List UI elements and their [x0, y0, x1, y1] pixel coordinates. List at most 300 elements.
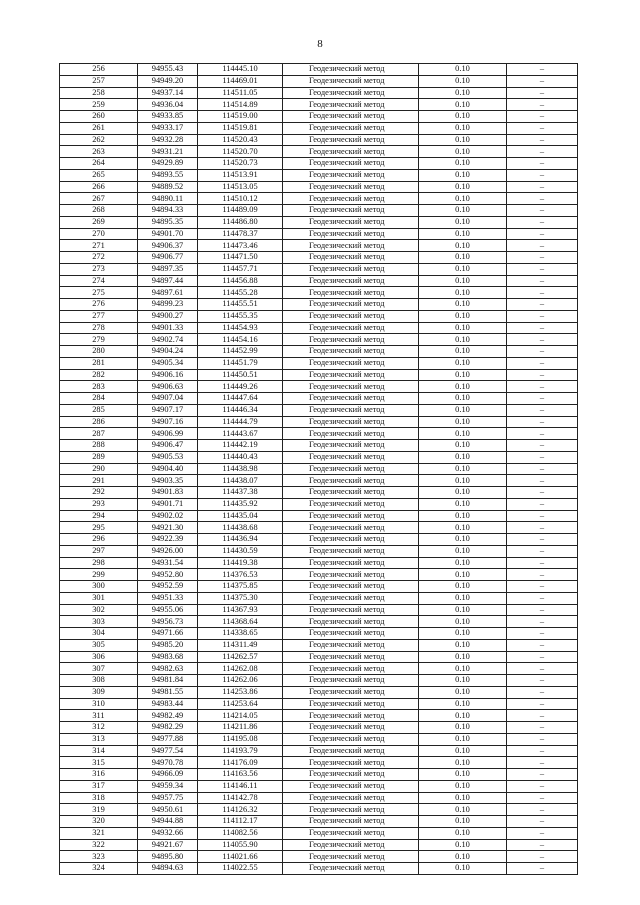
method-cell: Геодезический метод: [283, 181, 419, 193]
table-row: [60, 299, 578, 311]
x-coordinate-cell: 94952.80: [138, 569, 198, 581]
method-cell: Геодезический метод: [283, 557, 419, 569]
description-cell: –: [507, 134, 578, 146]
method-cell: Геодезический метод: [283, 686, 419, 698]
precision-cell: 0.10: [419, 780, 507, 792]
method-cell: Геодезический метод: [283, 228, 419, 240]
table-row: [60, 569, 578, 581]
method-cell: Геодезический метод: [283, 569, 419, 581]
precision-cell: 0.10: [419, 557, 507, 569]
method-cell: Геодезический метод: [283, 722, 419, 734]
description-cell: –: [507, 616, 578, 628]
x-coordinate-cell: 94907.16: [138, 416, 198, 428]
method-cell: Геодезический метод: [283, 404, 419, 416]
x-coordinate-cell: 94949.20: [138, 75, 198, 87]
method-cell: Геодезический метод: [283, 816, 419, 828]
x-coordinate-cell: 94933.85: [138, 111, 198, 123]
point-number-cell: 264: [60, 158, 138, 170]
description-cell: –: [507, 99, 578, 111]
y-coordinate-cell: 114452.99: [198, 346, 283, 358]
precision-cell: 0.10: [419, 181, 507, 193]
precision-cell: 0.10: [419, 451, 507, 463]
description-cell: –: [507, 169, 578, 181]
method-cell: Геодезический метод: [283, 851, 419, 863]
y-coordinate-cell: 114055.90: [198, 839, 283, 851]
method-cell: Геодезический метод: [283, 663, 419, 675]
x-coordinate-cell: 94982.49: [138, 710, 198, 722]
table-row: [60, 592, 578, 604]
method-cell: Геодезический метод: [283, 216, 419, 228]
table-row: [60, 205, 578, 217]
y-coordinate-cell: 114514.89: [198, 99, 283, 111]
y-coordinate-cell: 114112.17: [198, 816, 283, 828]
y-coordinate-cell: 114443.67: [198, 428, 283, 440]
precision-cell: 0.10: [419, 240, 507, 252]
y-coordinate-cell: 114021.66: [198, 851, 283, 863]
precision-cell: 0.10: [419, 263, 507, 275]
y-coordinate-cell: 114195.08: [198, 733, 283, 745]
point-number-cell: 283: [60, 381, 138, 393]
table-row: [60, 134, 578, 146]
table-row: [60, 816, 578, 828]
table-row: [60, 780, 578, 792]
description-cell: –: [507, 733, 578, 745]
point-number-cell: 274: [60, 275, 138, 287]
y-coordinate-cell: 114176.09: [198, 757, 283, 769]
method-cell: Геодезический метод: [283, 827, 419, 839]
method-cell: Геодезический метод: [283, 205, 419, 217]
y-coordinate-cell: 114214.05: [198, 710, 283, 722]
description-cell: –: [507, 839, 578, 851]
point-number-cell: 312: [60, 722, 138, 734]
precision-cell: 0.10: [419, 205, 507, 217]
method-cell: Геодезический метод: [283, 710, 419, 722]
table-row: [60, 827, 578, 839]
precision-cell: 0.10: [419, 604, 507, 616]
method-cell: Геодезический метод: [283, 463, 419, 475]
precision-cell: 0.10: [419, 592, 507, 604]
precision-cell: 0.10: [419, 675, 507, 687]
precision-cell: 0.10: [419, 569, 507, 581]
y-coordinate-cell: 114511.05: [198, 87, 283, 99]
precision-cell: 0.10: [419, 863, 507, 875]
table-row: [60, 534, 578, 546]
method-cell: Геодезический метод: [283, 451, 419, 463]
y-coordinate-cell: 114513.91: [198, 169, 283, 181]
table-row: [60, 263, 578, 275]
method-cell: Геодезический метод: [283, 863, 419, 875]
x-coordinate-cell: 94894.63: [138, 863, 198, 875]
table-row: [60, 252, 578, 264]
precision-cell: 0.10: [419, 369, 507, 381]
x-coordinate-cell: 94889.52: [138, 181, 198, 193]
precision-cell: 0.10: [419, 404, 507, 416]
description-cell: –: [507, 475, 578, 487]
precision-cell: 0.10: [419, 510, 507, 522]
table-row: [60, 604, 578, 616]
x-coordinate-cell: 94899.23: [138, 299, 198, 311]
method-cell: Геодезический метод: [283, 169, 419, 181]
precision-cell: 0.10: [419, 581, 507, 593]
x-coordinate-cell: 94944.88: [138, 816, 198, 828]
method-cell: Геодезический метод: [283, 675, 419, 687]
precision-cell: 0.10: [419, 769, 507, 781]
description-cell: –: [507, 146, 578, 158]
method-cell: Геодезический метод: [283, 111, 419, 123]
x-coordinate-cell: 94904.40: [138, 463, 198, 475]
description-cell: –: [507, 851, 578, 863]
point-number-cell: 300: [60, 581, 138, 593]
description-cell: –: [507, 334, 578, 346]
method-cell: Геодезический метод: [283, 240, 419, 252]
method-cell: Геодезический метод: [283, 64, 419, 76]
point-number-cell: 299: [60, 569, 138, 581]
point-number-cell: 261: [60, 122, 138, 134]
y-coordinate-cell: 114438.07: [198, 475, 283, 487]
description-cell: –: [507, 651, 578, 663]
table-row: [60, 158, 578, 170]
table-row: [60, 146, 578, 158]
point-number-cell: 297: [60, 545, 138, 557]
point-number-cell: 301: [60, 592, 138, 604]
table-row: [60, 475, 578, 487]
y-coordinate-cell: 114455.28: [198, 287, 283, 299]
y-coordinate-cell: 114430.59: [198, 545, 283, 557]
method-cell: Геодезический метод: [283, 769, 419, 781]
description-cell: –: [507, 686, 578, 698]
x-coordinate-cell: 94906.77: [138, 252, 198, 264]
table-row: [60, 839, 578, 851]
precision-cell: 0.10: [419, 357, 507, 369]
y-coordinate-cell: 114442.19: [198, 440, 283, 452]
point-number-cell: 309: [60, 686, 138, 698]
table-row: [60, 64, 578, 76]
y-coordinate-cell: 114311.49: [198, 639, 283, 651]
y-coordinate-cell: 114510.12: [198, 193, 283, 205]
precision-cell: 0.10: [419, 146, 507, 158]
table-row: [60, 663, 578, 675]
point-number-cell: 256: [60, 64, 138, 76]
y-coordinate-cell: 114449.26: [198, 381, 283, 393]
method-cell: Геодезический метод: [283, 193, 419, 205]
point-number-cell: 284: [60, 393, 138, 405]
x-coordinate-cell: 94950.61: [138, 804, 198, 816]
description-cell: –: [507, 498, 578, 510]
description-cell: –: [507, 393, 578, 405]
precision-cell: 0.10: [419, 463, 507, 475]
method-cell: Геодезический метод: [283, 75, 419, 87]
x-coordinate-cell: 94895.80: [138, 851, 198, 863]
y-coordinate-cell: 114454.93: [198, 322, 283, 334]
method-cell: Геодезический метод: [283, 498, 419, 510]
description-cell: –: [507, 757, 578, 769]
precision-cell: 0.10: [419, 827, 507, 839]
y-coordinate-cell: 114253.64: [198, 698, 283, 710]
table-row: [60, 851, 578, 863]
point-number-cell: 295: [60, 522, 138, 534]
x-coordinate-cell: 94904.24: [138, 346, 198, 358]
point-number-cell: 280: [60, 346, 138, 358]
description-cell: –: [507, 111, 578, 123]
method-cell: Геодезический метод: [283, 780, 419, 792]
table-row: [60, 498, 578, 510]
method-cell: Геодезический метод: [283, 639, 419, 651]
description-cell: –: [507, 87, 578, 99]
precision-cell: 0.10: [419, 487, 507, 499]
y-coordinate-cell: 114146.11: [198, 780, 283, 792]
method-cell: Геодезический метод: [283, 299, 419, 311]
table-row: [60, 87, 578, 99]
x-coordinate-cell: 94921.30: [138, 522, 198, 534]
table-row: [60, 169, 578, 181]
point-number-cell: 318: [60, 792, 138, 804]
table-row: [60, 381, 578, 393]
y-coordinate-cell: 114193.79: [198, 745, 283, 757]
description-cell: –: [507, 122, 578, 134]
point-number-cell: 287: [60, 428, 138, 440]
y-coordinate-cell: 114519.81: [198, 122, 283, 134]
point-number-cell: 263: [60, 146, 138, 158]
y-coordinate-cell: 114455.35: [198, 310, 283, 322]
y-coordinate-cell: 114211.86: [198, 722, 283, 734]
method-cell: Геодезический метод: [283, 839, 419, 851]
x-coordinate-cell: 94906.37: [138, 240, 198, 252]
x-coordinate-cell: 94932.28: [138, 134, 198, 146]
description-cell: –: [507, 639, 578, 651]
y-coordinate-cell: 114486.80: [198, 216, 283, 228]
table-row: [60, 745, 578, 757]
y-coordinate-cell: 114126.32: [198, 804, 283, 816]
point-number-cell: 311: [60, 710, 138, 722]
x-coordinate-cell: 94966.09: [138, 769, 198, 781]
method-cell: Геодезический метод: [283, 792, 419, 804]
method-cell: Геодезический метод: [283, 440, 419, 452]
table-row: [60, 275, 578, 287]
method-cell: Геодезический метод: [283, 628, 419, 640]
table-row: [60, 193, 578, 205]
x-coordinate-cell: 94901.70: [138, 228, 198, 240]
method-cell: Геодезический метод: [283, 87, 419, 99]
y-coordinate-cell: 114435.04: [198, 510, 283, 522]
x-coordinate-cell: 94922.39: [138, 534, 198, 546]
point-number-cell: 307: [60, 663, 138, 675]
x-coordinate-cell: 94905.53: [138, 451, 198, 463]
description-cell: –: [507, 310, 578, 322]
precision-cell: 0.10: [419, 346, 507, 358]
point-number-cell: 294: [60, 510, 138, 522]
point-number-cell: 316: [60, 769, 138, 781]
precision-cell: 0.10: [419, 651, 507, 663]
description-cell: –: [507, 346, 578, 358]
point-number-cell: 259: [60, 99, 138, 111]
precision-cell: 0.10: [419, 158, 507, 170]
precision-cell: 0.10: [419, 169, 507, 181]
precision-cell: 0.10: [419, 498, 507, 510]
y-coordinate-cell: 114419.38: [198, 557, 283, 569]
point-number-cell: 268: [60, 205, 138, 217]
x-coordinate-cell: 94977.54: [138, 745, 198, 757]
point-number-cell: 257: [60, 75, 138, 87]
method-cell: Геодезический метод: [283, 745, 419, 757]
precision-cell: 0.10: [419, 87, 507, 99]
description-cell: –: [507, 675, 578, 687]
precision-cell: 0.10: [419, 393, 507, 405]
method-cell: Геодезический метод: [283, 522, 419, 534]
x-coordinate-cell: 94929.89: [138, 158, 198, 170]
description-cell: –: [507, 299, 578, 311]
table-row: [60, 122, 578, 134]
y-coordinate-cell: 114447.64: [198, 393, 283, 405]
precision-cell: 0.10: [419, 839, 507, 851]
description-cell: –: [507, 780, 578, 792]
description-cell: –: [507, 827, 578, 839]
x-coordinate-cell: 94983.68: [138, 651, 198, 663]
description-cell: –: [507, 663, 578, 675]
x-coordinate-cell: 94895.35: [138, 216, 198, 228]
precision-cell: 0.10: [419, 322, 507, 334]
table-row: [60, 416, 578, 428]
x-coordinate-cell: 94893.55: [138, 169, 198, 181]
table-row: [60, 639, 578, 651]
description-cell: –: [507, 545, 578, 557]
y-coordinate-cell: 114520.70: [198, 146, 283, 158]
x-coordinate-cell: 94902.74: [138, 334, 198, 346]
point-number-cell: 278: [60, 322, 138, 334]
x-coordinate-cell: 94907.04: [138, 393, 198, 405]
description-cell: –: [507, 581, 578, 593]
x-coordinate-cell: 94952.59: [138, 581, 198, 593]
precision-cell: 0.10: [419, 851, 507, 863]
precision-cell: 0.10: [419, 757, 507, 769]
y-coordinate-cell: 114022.55: [198, 863, 283, 875]
y-coordinate-cell: 114469.01: [198, 75, 283, 87]
precision-cell: 0.10: [419, 545, 507, 557]
precision-cell: 0.10: [419, 428, 507, 440]
description-cell: –: [507, 604, 578, 616]
point-number-cell: 314: [60, 745, 138, 757]
table-row: [60, 369, 578, 381]
x-coordinate-cell: 94900.27: [138, 310, 198, 322]
y-coordinate-cell: 114473.46: [198, 240, 283, 252]
precision-cell: 0.10: [419, 522, 507, 534]
description-cell: –: [507, 463, 578, 475]
point-number-cell: 320: [60, 816, 138, 828]
description-cell: –: [507, 428, 578, 440]
point-number-cell: 305: [60, 639, 138, 651]
method-cell: Геодезический метод: [283, 334, 419, 346]
point-number-cell: 275: [60, 287, 138, 299]
point-number-cell: 298: [60, 557, 138, 569]
precision-cell: 0.10: [419, 134, 507, 146]
description-cell: –: [507, 64, 578, 76]
x-coordinate-cell: 94901.71: [138, 498, 198, 510]
precision-cell: 0.10: [419, 75, 507, 87]
x-coordinate-cell: 94937.14: [138, 87, 198, 99]
point-number-cell: 260: [60, 111, 138, 123]
description-cell: –: [507, 698, 578, 710]
precision-cell: 0.10: [419, 381, 507, 393]
x-coordinate-cell: 94977.88: [138, 733, 198, 745]
point-number-cell: 282: [60, 369, 138, 381]
point-number-cell: 279: [60, 334, 138, 346]
precision-cell: 0.10: [419, 216, 507, 228]
method-cell: Геодезический метод: [283, 369, 419, 381]
method-cell: Геодезический метод: [283, 310, 419, 322]
description-cell: –: [507, 404, 578, 416]
method-cell: Геодезический метод: [283, 581, 419, 593]
y-coordinate-cell: 114455.51: [198, 299, 283, 311]
y-coordinate-cell: 114519.00: [198, 111, 283, 123]
precision-cell: 0.10: [419, 440, 507, 452]
point-number-cell: 293: [60, 498, 138, 510]
x-coordinate-cell: 94933.17: [138, 122, 198, 134]
coordinates-table: [59, 63, 578, 875]
description-cell: –: [507, 369, 578, 381]
precision-cell: 0.10: [419, 722, 507, 734]
x-coordinate-cell: 94897.35: [138, 263, 198, 275]
y-coordinate-cell: 114451.79: [198, 357, 283, 369]
table-row: [60, 440, 578, 452]
description-cell: –: [507, 816, 578, 828]
x-coordinate-cell: 94905.34: [138, 357, 198, 369]
y-coordinate-cell: 114367.93: [198, 604, 283, 616]
x-coordinate-cell: 94955.43: [138, 64, 198, 76]
table-row: [60, 675, 578, 687]
method-cell: Геодезический метод: [283, 252, 419, 264]
y-coordinate-cell: 114262.06: [198, 675, 283, 687]
point-number-cell: 258: [60, 87, 138, 99]
method-cell: Геодезический метод: [283, 99, 419, 111]
x-coordinate-cell: 94902.02: [138, 510, 198, 522]
point-number-cell: 276: [60, 299, 138, 311]
table-row: [60, 863, 578, 875]
y-coordinate-cell: 114262.08: [198, 663, 283, 675]
x-coordinate-cell: 94982.63: [138, 663, 198, 675]
method-cell: Геодезический метод: [283, 428, 419, 440]
precision-cell: 0.10: [419, 334, 507, 346]
y-coordinate-cell: 114444.79: [198, 416, 283, 428]
y-coordinate-cell: 114438.68: [198, 522, 283, 534]
description-cell: –: [507, 534, 578, 546]
precision-cell: 0.10: [419, 792, 507, 804]
method-cell: Геодезический метод: [283, 616, 419, 628]
x-coordinate-cell: 94906.16: [138, 369, 198, 381]
table-row: [60, 181, 578, 193]
precision-cell: 0.10: [419, 816, 507, 828]
point-number-cell: 285: [60, 404, 138, 416]
table-row: [60, 686, 578, 698]
point-number-cell: 303: [60, 616, 138, 628]
description-cell: –: [507, 357, 578, 369]
point-number-cell: 265: [60, 169, 138, 181]
precision-cell: 0.10: [419, 299, 507, 311]
precision-cell: 0.10: [419, 275, 507, 287]
precision-cell: 0.10: [419, 686, 507, 698]
method-cell: Геодезический метод: [283, 287, 419, 299]
y-coordinate-cell: 114445.10: [198, 64, 283, 76]
x-coordinate-cell: 94970.78: [138, 757, 198, 769]
method-cell: Геодезический метод: [283, 545, 419, 557]
point-number-cell: 281: [60, 357, 138, 369]
method-cell: Геодезический метод: [283, 534, 419, 546]
method-cell: Геодезический метод: [283, 416, 419, 428]
description-cell: –: [507, 193, 578, 205]
description-cell: –: [507, 487, 578, 499]
y-coordinate-cell: 114375.30: [198, 592, 283, 604]
x-coordinate-cell: 94951.33: [138, 592, 198, 604]
x-coordinate-cell: 94890.11: [138, 193, 198, 205]
table-row: [60, 451, 578, 463]
